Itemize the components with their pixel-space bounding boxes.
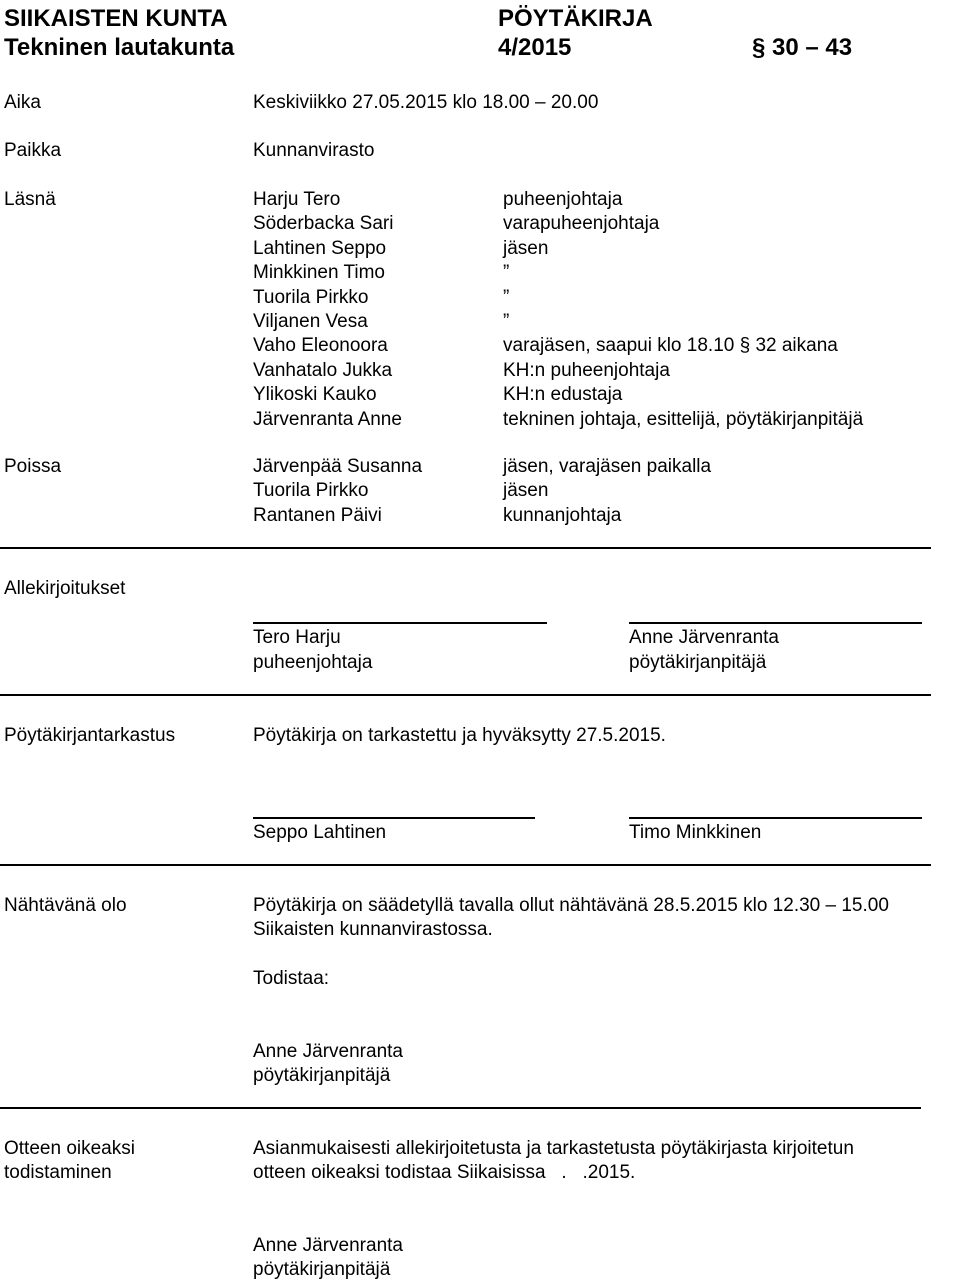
present-member-role: ” xyxy=(503,262,510,284)
present-member-role: KH:n puheenjohtaja xyxy=(503,359,670,381)
signature-line-chair xyxy=(253,622,547,624)
minutes-number: 4/2015 xyxy=(498,34,572,61)
present-member-role: tekninen johtaja, esittelijä, pöytäkirjanpitäjä xyxy=(503,408,864,430)
reviewer-1-name: Seppo Lahtinen xyxy=(253,822,387,843)
attest-label: Todistaa: xyxy=(253,968,330,989)
present-member-role: varapuheenjohtaja xyxy=(503,213,660,235)
document-type: PÖYTÄKIRJA xyxy=(498,5,653,32)
signature-line-reviewer-2 xyxy=(629,817,922,819)
divider xyxy=(0,547,931,549)
secretary-name: Anne Järvenranta xyxy=(629,627,779,648)
attest-signer-name: Anne Järvenranta xyxy=(253,1041,403,1062)
certification-label-line2: todistaminen xyxy=(4,1162,112,1183)
present-member-name: Söderbacka Sari xyxy=(253,213,394,235)
absent-member-role: jäsen, varajäsen paikalla xyxy=(503,456,712,477)
display-text-line2: Siikaisten kunnanvirastossa. xyxy=(253,919,493,940)
divider xyxy=(0,864,931,866)
display-label: Nähtävänä olo xyxy=(4,895,127,916)
present-member-name: Vanhatalo Jukka xyxy=(253,359,393,381)
place-value: Kunnanvirasto xyxy=(253,140,375,161)
present-member-name: Lahtinen Seppo xyxy=(253,237,387,259)
absent-member-name: Tuorila Pirkko xyxy=(253,480,369,502)
secretary-role: pöytäkirjanpitäjä xyxy=(629,652,767,673)
absent-member-role: kunnanjohtaja xyxy=(503,504,622,526)
signature-line-secretary xyxy=(629,622,922,624)
present-member-name: Minkkinen Timo xyxy=(253,262,385,284)
certification-text-line1: Asianmukaisesti allekirjoitetusta ja tarkastetusta pöytäkirjasta kirjoitetun xyxy=(253,1138,854,1159)
present-member-role: puheenjohtaja xyxy=(503,189,623,210)
review-text: Pöytäkirja on tarkastettu ja hyväksytty 27.5.2015. xyxy=(253,725,666,746)
certification-signer-role: pöytäkirjanpitäjä xyxy=(253,1259,391,1280)
section-range: § 30 – 43 xyxy=(752,34,853,61)
present-label: Läsnä xyxy=(4,189,56,210)
reviewer-2-name: Timo Minkkinen xyxy=(629,822,762,843)
divider xyxy=(0,694,931,696)
present-member-role: ” xyxy=(503,286,510,308)
chair-name: Tero Harju xyxy=(253,627,341,648)
certification-text-line2: otteen oikeaksi todistaa Siikaisissa . .2015. xyxy=(253,1162,636,1183)
municipality-name: SIIKAISTEN KUNTA xyxy=(4,5,228,32)
certification-signer-name: Anne Järvenranta xyxy=(253,1235,403,1256)
present-member-role: KH:n edustaja xyxy=(503,384,623,406)
present-member-name: Ylikoski Kauko xyxy=(253,384,377,406)
review-label: Pöytäkirjantarkastus xyxy=(4,725,176,746)
absent-member-role: jäsen xyxy=(503,480,549,502)
absent-member-name: Rantanen Päivi xyxy=(253,504,382,526)
present-member-name: Tuorila Pirkko xyxy=(253,286,369,308)
absent-label: Poissa xyxy=(4,456,62,477)
chair-role: puheenjohtaja xyxy=(253,652,373,673)
divider xyxy=(0,1107,921,1109)
present-member-name: Harju Tero xyxy=(253,189,341,210)
display-text-line1: Pöytäkirja on säädetyllä tavalla ollut nähtävänä 28.5.2015 klo 12.30 – 15.00 xyxy=(253,895,889,916)
absent-member-name: Järvenpää Susanna xyxy=(253,456,423,477)
time-label: Aika xyxy=(4,92,41,113)
certification-label-line1: Otteen oikeaksi xyxy=(4,1138,135,1159)
time-value: Keskiviikko 27.05.2015 klo 18.00 – 20.00 xyxy=(253,92,599,113)
present-member-name: Viljanen Vesa xyxy=(253,311,368,332)
signature-line-reviewer-1 xyxy=(253,817,535,819)
signatures-label: Allekirjoitukset xyxy=(4,578,126,599)
present-member-name: Järvenranta Anne xyxy=(253,408,402,430)
present-member-role: jäsen xyxy=(503,237,549,259)
present-member-role: varajäsen, saapui klo 18.10 § 32 aikana xyxy=(503,335,838,357)
present-member-name: Vaho Eleonoora xyxy=(253,335,388,357)
attest-signer-role: pöytäkirjanpitäjä xyxy=(253,1065,391,1086)
board-name: Tekninen lautakunta xyxy=(4,34,235,61)
present-member-role: ” xyxy=(503,311,510,332)
place-label: Paikka xyxy=(4,140,62,161)
